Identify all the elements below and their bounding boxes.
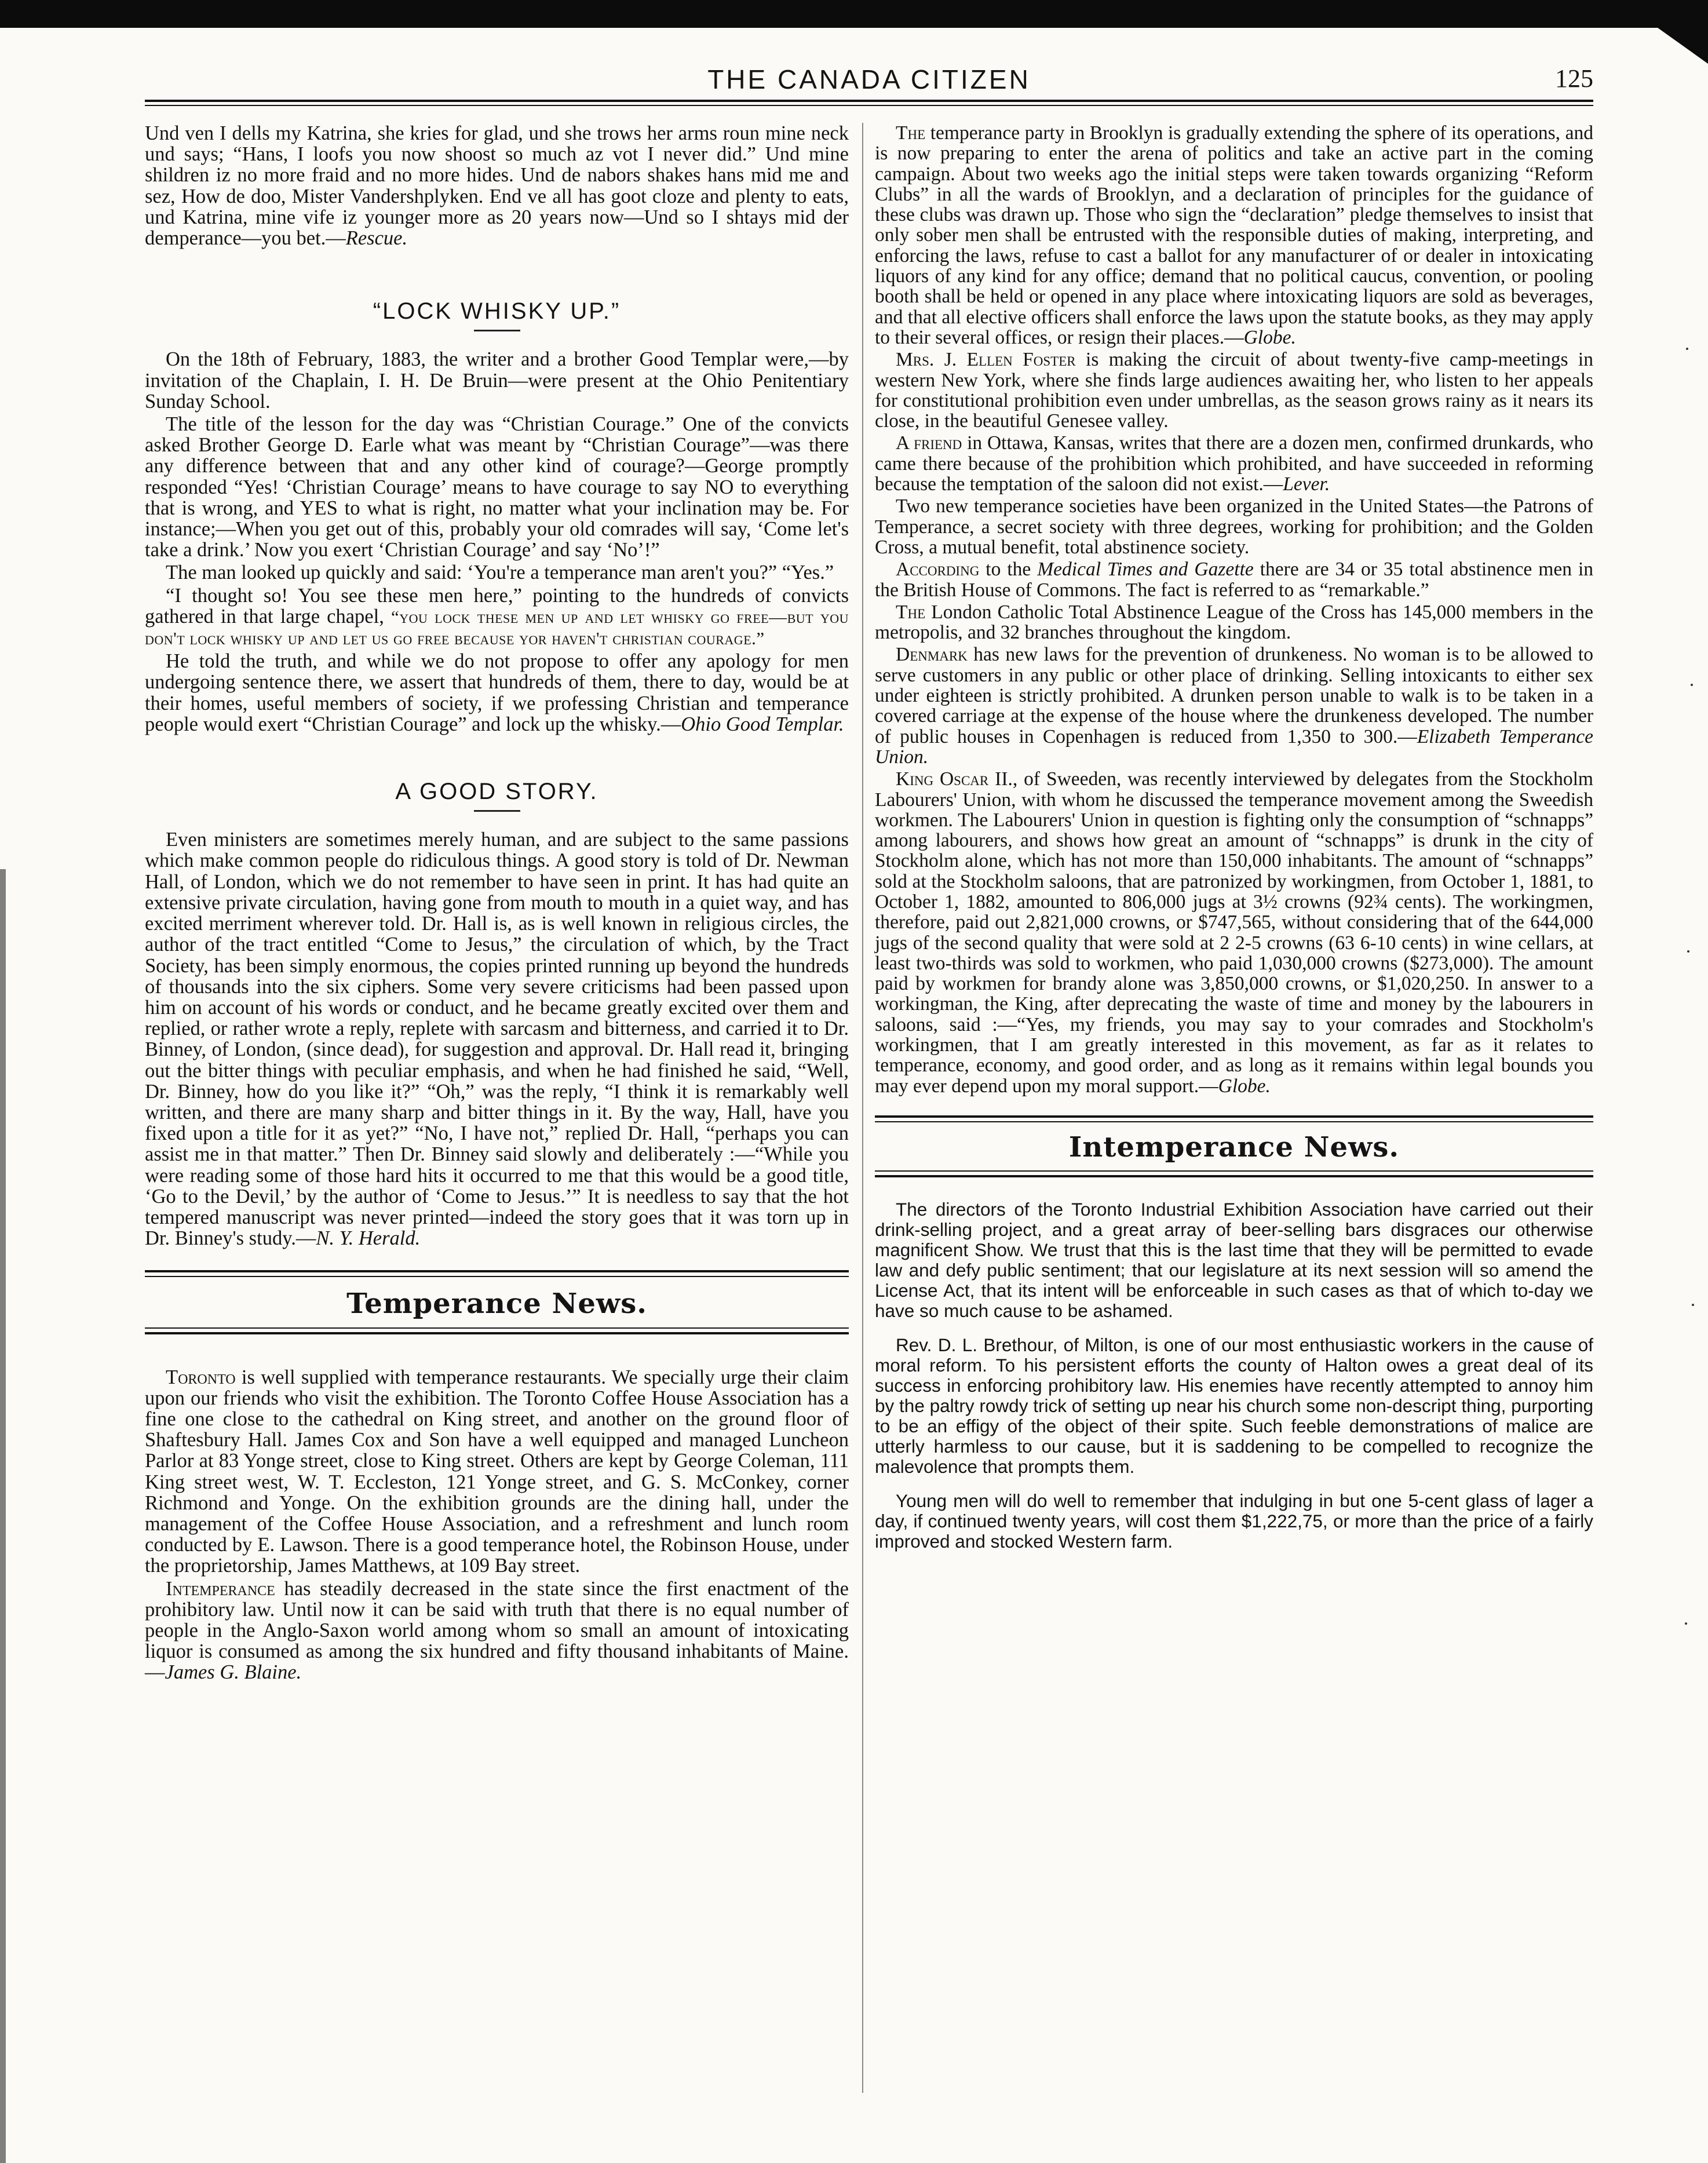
lock-whisky-heading: “LOCK WHISKY UP.” [373, 298, 621, 324]
lock-paragraph-3: The man looked up quickly and said: ‘You're a temperance man aren't you?” “Yes.” [166, 561, 834, 584]
newspaper-title: THE CANADA CITIZEN [707, 64, 1031, 94]
societies-paragraph: Two new temperance societies have been organized in the United States—the Patrons of Temperance, a secret society with three degrees, working for prohibition; and the Golden Cross, a mutual benefit, total abstinence society. [875, 495, 1593, 558]
denmark-paragraph: Denmark has new laws for the prevention of drunkeness. No woman is to be allowed to serve customers in any public or other place of drinking. Selling intoxicants to either sex under eighteen is strictly prohibited. A drunken person unable to walk is to be taken in a covered carriage at the expense of the house where the drunkeness developed. The number of public houses in Copenhagen is reduced from 1,350 to 300.—Elizabeth Temperance Union. [875, 644, 1593, 768]
foster-paragraph: Mrs. J. Ellen Foster is making the circuit of about twenty-five camp-meetings in western New York, where she finds large audiences awaiting her, who listen to her appeals for constitutional prohibition even under umbrellas, as the season grows rainy as it nears its close, in the beautiful Genesee valley. [875, 349, 1593, 432]
header-rule-thick [145, 100, 1593, 102]
intemperance-news-body [875, 1199, 1593, 1552]
heading-rule-thick [145, 1332, 849, 1334]
section-dash [474, 810, 520, 812]
section-dash [474, 330, 520, 331]
ottawa-paragraph: A friend in Ottawa, Kansas, writes that there are a dozen men, confirmed drunkards, who came there because of the prohibition which prohibited, and have succeeded in reforming because the temptation of the saloon did not exist.—Lever. [875, 432, 1593, 495]
print-speck [1686, 348, 1688, 350]
left-column [145, 123, 849, 1685]
heading-rule [875, 1170, 1593, 1172]
print-speck [1685, 1622, 1687, 1625]
print-speck [1687, 950, 1689, 953]
dialect-story: Und ven I dells my Katrina, she kries for glad, und she trows her arms roun mine neck und says; “Hans, I loofs you now shoost so much az vot I never did.” Und mine shildren iz no more fraid and no more hides. Und de nabors shakes hans mid me and sez, How de doo, Mister Vandershplyken. End ve all has goot cloze and plenty to eats, und Katrina, mine vife iz younger more as 20 years now—Und so I shtays mid der demperance—you bet.—Rescue. [145, 122, 849, 250]
lock-paragraph-2: The title of the lesson for the day was “Christian Courage.” One of the convicts asked Brother George D. Earle what was meant by “Christian Courage”—was there any difference between that and any other kind of courage?—George promptly responded “Yes! ‘Christian Courage’ means to have courage to say NO to everything that is wrong, and YES to what is right, no matter what your inclination may be. For instance;—When you get out of this, probably your old comrades will say, ‘Come let's take a drink.’ Now you exert ‘Christian Courage’ and say ‘No’!” [145, 413, 849, 561]
left-binding-shadow [0, 869, 6, 2163]
lock-paragraph-4: “I thought so! You see these men here,” pointing to the hundreds of convicts gathered in that large chapel, “you lock these men up and let whisky go free—but you don't lock whisky up and let us go free because yor haven't christian courage.” [145, 584, 849, 649]
medical-times-paragraph: According to the Medical Times and Gazette there are 34 or 35 total abstinence men in the British House of Commons. The fact is referred to as “remarkable.” [875, 559, 1594, 601]
lock-paragraph-1: On the 18th of February, 1883, the writer and a brother Good Templar were,—by invitation of the Chaplain, I. H. De Bruin—were present at the Ohio Penitentiary Sunday School. [145, 348, 849, 413]
exhibition-paragraph: The directors of the Toronto Industrial Exhibition Association have carried out their drink-selling project, and a great array of beer-selling bars disgraces our otherwise magnificent Show. We trust that this is the last time that they will be permitted to evade law and defy public sentiment; that our legislature at its next session will so amend the License Act, that its intent will be enforceable in such cases as that of which to-day we have so much cause to be ashamed. [875, 1199, 1593, 1322]
heading-rule [145, 1327, 849, 1329]
right-column [875, 123, 1593, 1553]
section-rule-thin [145, 1276, 849, 1277]
heading-rule-thick [875, 1175, 1593, 1177]
print-speck [1691, 684, 1693, 686]
brethour-paragraph: Rev. D. L. Brethour, of Milton, is one of our most enthusiastic workers in the cause of moral reform. To his persistent efforts the county of Halton owes a great deal of its success in enforcing prohibitory law. His enemies have recently attempted to annoy him by the paltry rowdy trick of setting up near his church some non-descript thing, purporting to be an effigy of the object of their spite. Such feeble demonstrations of malice are utterly harmless to our cause, but it is saddening to be compelled to recognize the malevolence that prompts them. [875, 1334, 1593, 1478]
header-rule-thin [145, 105, 1593, 106]
print-speck [1692, 1304, 1694, 1306]
top-black-border [0, 0, 1708, 28]
section-rule [145, 1270, 849, 1272]
section-rule [875, 1115, 1593, 1118]
page-header [145, 64, 1593, 99]
toronto-restaurants-paragraph: Toronto is well supplied with temperance restaurants. We specially urge their claim upon our friends who visit the exhibition. The Toronto Coffee House Association has a fine one close to the cathedral on King street, and another on the ground floor of Shaftesbury Hall. James Cox and Son have a well equipped and managed Luncheon Parlor at 83 Yonge street, close to King street. Others are kept by George Coleman, 111 King street west, W. T. Eccleston, 121 Yonge street, and G. S. McConkey, corner Richmond and Yonge. On the exhibition grounds are the dining hall, under the management of the Coffee House Association, and a refreshment and lunch room conducted by E. Lawson. There is a good temperance hotel, the Robinson House, under the proprietorship, James Matthews, at 109 Bay street. [145, 1366, 849, 1577]
column-divider [862, 123, 863, 2093]
intemperance-news-heading: Intemperance News. [1068, 1130, 1400, 1163]
maine-intemperance-paragraph: Intemperance has steadily decreased in the state since the first enactment of the prohibitory law. Until now it can be said with truth that there is no equal number of people in the Anglo-Saxon world among whom so small an amount of intoxicating liquor is consumed as among the six hundred and fifty thousand inhabitants of Maine.—James G. Blaine. [145, 1577, 849, 1684]
section-rule-thin [875, 1121, 1593, 1122]
good-story-heading: A GOOD STORY. [395, 779, 598, 805]
corner-binding-shadow [1651, 23, 1708, 64]
good-story-paragraph: Even ministers are sometimes merely human, and are subject to the same passions which make common people do ridiculous things. A good story is told of Dr. Newman Hall, of London, which we do not remember to have seen in print. It has had quite an extensive private circulation, having gone from mouth to mouth in a quiet way, and has excited merriment wherever told. Dr. Hall is, as is well known in religious circles, the author of the tract entitled “Come to Jesus,” the circulation of which, by the Tract Society, has been simply enormous, the copies printed running up beyond the hundreds of thousands into the six ciphers. Some very severe criticisms had been passed upon him on account of his words or conduct, and he became greatly excited over them and replied, or rather wrote a reply, replete with sarcasm and bitterness, and carried it to Dr. Binney, of London, (since dead), for suggestion and approval. Dr. Hall read it, bringing out the bitter things with peculiar emphasis, and when he had finished he said, “Well, Dr. Binney, how do you like it?” “Oh,” was the reply, “I think it is remarkably well written, and there are many sharp and bitter things in it. By the way, Hall, have you fixed upon a title for it as yet?” “No, I have not,” replied Dr. Hall, “perhaps you can assist me in that matter.” Then Dr. Binney said slowly and deliberately :—“While you were reading some of those hard hits it occurred to me that this would be a good title, ‘Go to the Devil,’ by the author of ‘Come to Jesus.’” It is needless to say that the hot tempered manuscript was never printed—indeed the story goes that it was torn up in Dr. Binney's study.—N. Y. Herald. [145, 829, 849, 1250]
london-league-paragraph: The London Catholic Total Abstinence League of the Cross has 145,000 members in the metropolis, and 32 branches throughout the kingdom. [875, 601, 1593, 644]
king-oscar-paragraph: King Oscar II., of Sweeden, was recently interviewed by delegates from the Stockholm Labourers' Union, with whom he discussed the temperance movement among the Sweedish workmen. The Labourers' Union in question is fighting only the consumption of “schnapps” among labourers, and shows how great an amount of “schnapps” is drunk in the city of Stockholm alone, which has not more than 150,000 inhabitants. The amount of “schnapps” sold at the Stockholm saloons, that are patronized by workingmen, from October 1, 1881, to October 1, 1882, amounted to 806,000 jugs at 3½ crowns (92¾ cents). The workingmen, therefore, paid out 2,821,000 crowns, or $747,565, without considering that of the 644,000 jugs of the second quality that were sold at 2 2-5 crowns (63 6-10 cents) in wine cellars, at least two-thirds was sold to workmen, who paid 1,030,000 crowns ($273,000). The amount paid by workmen for brandy alone was 3,850,000 crowns, or $1,020,250. In answer to a workingman, the King, after deprecating the waste of time and money by the labourers in saloons, said :—“Yes, my friends, you may say to your comrades and Stockholm's workingmen, that I am greatly interested in this movement, as far as it relates to temperance, economy, and good order, and as long as it remains within legal bounds you may ever depend upon my moral support.—Globe. [875, 768, 1593, 1097]
brooklyn-paragraph: The temperance party in Brooklyn is gradually extending the sphere of its operations, and is now preparing to enter the arena of politics and take an active part in the coming campaign. About two weeks ago the initial steps were taken towards organizing “Reform Clubs” in all the wards of Brooklyn, and a declaration of principles for the guidance of these clubs was drawn up. Those who sign the “declaration” pledge themselves to insist that only sober men shall be entrusted with the responsible duties of making, interpreting, and enforcing the laws, refuse to cast a ballot for any manufacturer of or dealer in intoxicating liquors of any kind for any office; demand that no political caucus, convention, or pooling booth shall be held or opened in any place where intoxicating liquors are sold as beverages, and that all elective officers shall enforce the laws upon the statute books, as they may apply to their several offices, or resign their places.—Globe. [875, 122, 1593, 348]
lock-paragraph-5: He told the truth, and while we do not propose to offer any apology for men undergoing sentence there, we assert that hundreds of them, there to day, would be at their homes, useful members of society, if we professing Christian and temperance people would exert “Christian Courage” and lock up the whisky.—Ohio Good Templar. [145, 650, 849, 735]
temperance-news-heading: Temperance News. [346, 1287, 647, 1321]
lager-paragraph: Young men will do well to remember that indulging in but one 5-cent glass of lager a day, if continued twenty years, will cost them $1,222,75, or more than the price of a fairly improved and stocked Western farm. [875, 1490, 1593, 1552]
page-number: 125 [1555, 64, 1593, 93]
